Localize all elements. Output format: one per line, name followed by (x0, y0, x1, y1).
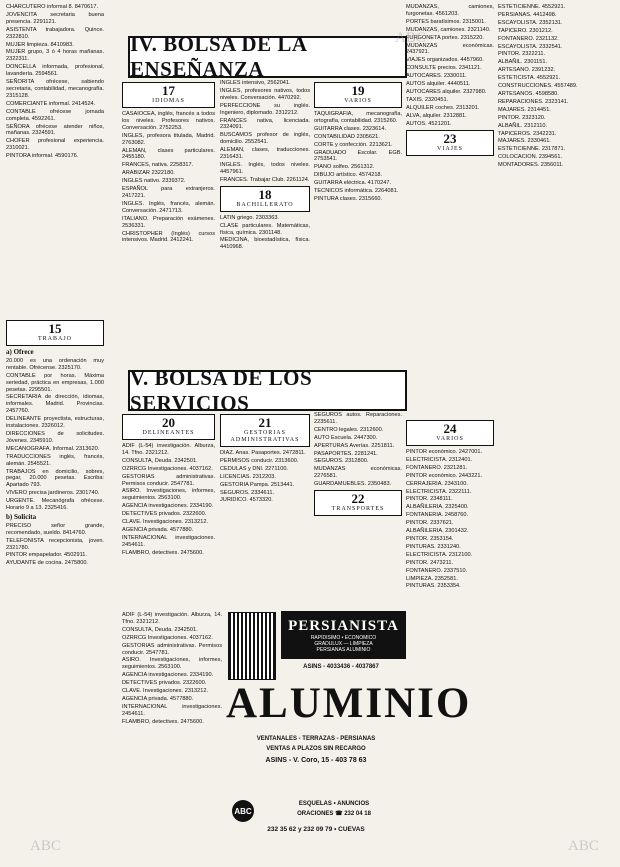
list-column-5-lower (122, 612, 222, 726)
classified-entry: MUDANZAS económicas. 2276581. (314, 466, 402, 480)
classified-entry: PINTOR económico. 2443221. (406, 472, 483, 479)
classified-entry: ARABIZAR 2322180. (122, 170, 175, 177)
section-19 (314, 82, 402, 108)
header-bolsa-servicios (128, 365, 407, 415)
ad-persianista-phone: ASINS - 4033436 - 4037867 (303, 664, 379, 670)
classified-entry: SEÑORITA ofrécese, sabiendo secretaria, contabilidad, mecanografía. 2315128. (6, 79, 104, 99)
classified-entry: TECNICOS informática. 2264081. (314, 188, 399, 195)
header-bolsa-ensenanza-text: IV. BOLSA DE LA ENSEÑANZA (130, 32, 307, 81)
section-17-label: IDIOMAS (152, 98, 185, 104)
classified-entry: GUITARRA clases. 2323614. (314, 125, 387, 132)
persiana-graphic (228, 612, 276, 680)
classified-entry: PINTORA informal. 4590176. (6, 153, 79, 160)
ad-persianista-line2: GRADULUX — LIMPIEZA (314, 640, 373, 647)
classified-entry: TELEFONISTA recepcionista, joven. 2321780. (6, 537, 104, 551)
list-column-1c (6, 523, 104, 567)
classified-entry: ARTESANO. 2391232. (498, 67, 556, 74)
classified-entry: FONTANERIA. 2458760. (406, 512, 469, 519)
classified-entry: OZRRCG Investigaciones. 4037162. (122, 634, 213, 641)
classified-entry: ASIRO. Investigaciones, informes, seguimientos. 2563100. (122, 488, 215, 502)
classified-entry: MUDANZAS económicas. 2437921. (406, 42, 494, 56)
section-24 (406, 420, 494, 446)
classified-entry: PINTURA clases. 2315660. (314, 195, 383, 202)
header-bolsa-ensenanza (128, 32, 407, 81)
classified-entry: MAJARES. 2314451. (498, 106, 551, 113)
classified-entry: TAQUIGRAFIA, mecanografía, ortografía, contabilidad. 2315260. (314, 111, 402, 124)
classified-entry: GESTORIAS administrativas. Permisos conducir. 2547781. (122, 642, 222, 656)
classified-entry: OZRRCG Investigaciones. 4037162. (122, 465, 213, 472)
classified-entry: FLAMBRO, detectives. 2475600. (122, 549, 204, 556)
classified-entry: TAPICERO. 2301212. (498, 27, 553, 34)
ad-aluminio-line3: ASINS - V. Coro, 15 - 403 78 63 (265, 757, 367, 764)
classified-entry: FLAMBRO, detectives. 2475600. (122, 718, 204, 725)
classified-entry: URGENTE. Mecanógrafa ofrécese. Horario 9 a 13. 2325416. (6, 498, 104, 512)
classified-entry: ALBAÑIL. 2301151. (498, 59, 548, 66)
classified-entry: CENTRO legales. 2312600. (314, 426, 384, 433)
classified-entry: PINTOR. 2323120. (498, 114, 546, 121)
section-15-number: 15 (48, 321, 62, 336)
classified-entry: TAPICEROS. 2342231. (498, 130, 557, 137)
section-24-label: VARIOS (436, 436, 464, 442)
section-22-label: TRANSPORTES (331, 506, 385, 513)
classified-entry: CONSULTA, Deuda. 2342501. (122, 626, 198, 633)
classified-entry: FURGONETA portes. 2315220. (406, 34, 484, 41)
classified-entry: AGENCIA investigaciones. 2334190. (122, 672, 214, 679)
classified-entry: ALEMAN, clases, traducciones. 2316431. (220, 147, 310, 161)
classified-entry: SEÑORA ofrécese atender niños, mañanas. 2324591. (6, 123, 104, 137)
classified-entry: DIBUJO artístico. 4574218. (314, 172, 383, 179)
section-20-number: 20 (162, 415, 175, 430)
classified-entry: TAXIS. 2320451. (406, 96, 449, 103)
list-column-2 (122, 111, 215, 244)
classified-entry: ESCAYOLISTA. 2332541. (498, 43, 563, 50)
classified-entry: ESTETICISTA. 4552921. (498, 75, 561, 82)
classified-entry: PRECISO señor grande, recomendado, sueldo. 8414760. (6, 522, 104, 536)
classified-entry: DONCELLA informada, profesional, lavandería. 2594561. (6, 64, 104, 78)
classified-entry: ELECTRICISTA. 2322111. (406, 488, 472, 495)
classified-entry: MONTADORES. 2356011. (498, 162, 564, 169)
classified-entry: ALQUILER coches. 2313201. (406, 104, 480, 111)
classified-entry: ESPAÑOL para extranjeros. 2417221. (122, 186, 215, 199)
classified-entry: CERRAJERIA. 2343100. (406, 480, 468, 487)
classified-entry: PINTOR. 2348111. (406, 496, 453, 503)
subhead-ofrece: a) Ofrece (6, 348, 34, 356)
list-column-1b (6, 358, 104, 512)
classified-entry: AGENCIA privada. 4577880. (122, 695, 194, 702)
classified-entry: VIVERO precisa jardineros. 2301740. (6, 490, 100, 497)
ad-persianista-title: PERSIANISTA (288, 617, 399, 634)
classified-entry: MUJER limpieza. 8410983. (6, 41, 74, 48)
classified-entry: FRANCES. Trabajar Club. 2261124. (220, 176, 310, 183)
classified-entry: ALBAÑIL. 2312110. (498, 122, 548, 129)
classified-entry: AUTOCARES alquiler. 2327980. (406, 88, 487, 95)
classified-entry: DIAZ. Anas. Pasaportes. 2472811. (220, 450, 306, 456)
classified-entry: CORTE y confección. 2213621. (314, 141, 393, 148)
ad-aluminio-line2: VENTAS A PLAZOS SIN RECARGO (266, 746, 366, 752)
classified-entry: SECRETARIA de dirección, idiomas, informales. Madrid. Provincias. 2457760. (6, 394, 104, 415)
classified-entry: AGENCIA investigaciones. 2334190. (122, 503, 214, 510)
classified-entry: MUDANZAS, camiones, furgonetas. 4561203. (406, 4, 494, 17)
classified-entry: JURIDICO. 4573320. (220, 497, 273, 504)
section-21-number: 21 (258, 415, 272, 430)
classified-entry: PERMISOS conducir. 2313600. (220, 457, 299, 464)
classified-entry: MECANOGRAFA. Informal. 2313620. (6, 445, 100, 452)
classified-entry: TRABAJOS en domicilio, sobres, pegar, 20.000 pesetas. Escriba: Apartado 793. (6, 468, 104, 489)
list-column-8 (406, 4, 494, 128)
column-1-trabajo (6, 318, 104, 863)
classified-entry: CONSULTE precios. 2341121. (406, 65, 482, 72)
watermark-2: ABC (30, 838, 61, 854)
classified-entry: PINTOR. 2353154. (406, 535, 454, 542)
classified-entry: LATIN griego. 2303363. (220, 214, 279, 221)
classified-entry: TRADUCCIONES inglés, francés, alemán. 2545521. (6, 453, 104, 467)
section-22 (314, 490, 402, 516)
classified-entry: AUTOCARES. 2330011. (406, 73, 467, 80)
section-21-label: GESTORIAS ADMINISTRATIVAS (230, 430, 300, 443)
classified-entry: INGLES nativo. 2339372. (122, 178, 186, 185)
list-column-6 (220, 450, 310, 504)
classified-entry: VIAJES organizados. 4457960. (406, 57, 484, 64)
column-5 (122, 412, 215, 607)
classified-entry: GUITARRA eléctrica. 4170247. (314, 180, 392, 187)
column-8 (406, 4, 494, 414)
classified-entry: COLOCACION. 2394561. (498, 154, 563, 161)
section-15 (6, 320, 104, 346)
classified-entry: ITALIANO. Preparación exámenes. 2536331. (122, 215, 215, 229)
classified-entry: MUJER grupo, 3 ó 4 horas mañanas. 2322311. (6, 49, 104, 63)
classified-entry: INGLES, profesora titulada, Madrid. 2763082. (122, 132, 215, 146)
classified-entry: ADIF (L-54) investigación. Alburza, 14. Tfno. 2321212. (122, 443, 215, 456)
list-column-1 (6, 4, 104, 160)
classified-entry: CONSULTA, Deuda. 2342501. (122, 457, 198, 464)
section-23-label: VIAJES (436, 145, 463, 152)
classified-entry: GUARDAMUEBLES. 2350483. (314, 481, 392, 488)
classified-entry: CLASE particulares. Matemáticas, física, química. 2301148. (220, 222, 310, 236)
classified-entry: INTERNACIONAL investigaciones. 2454611. (122, 703, 222, 717)
classified-entry: CONTABLE por horas. Máxima seriedad, práctica en empresas, 1.000 pesetas. 2295501. (6, 372, 104, 393)
section-19-number: 19 (351, 83, 365, 98)
classified-entry: CONTABILIDAD 2305621. (314, 133, 380, 140)
classified-entry: LIMPIEZA. 2352581. (406, 575, 458, 582)
classified-entry: INGLES, profesores nativos, todos niveles. Conversación. 4470292. (220, 87, 310, 101)
classified-entry: INGLES. Inglés, francés, alemán. Conversación. 2471713. (122, 200, 215, 214)
classified-entry: GESTORIA Pampa. 2513441. (220, 481, 295, 488)
classified-entry: PINTOR empapelador. 4502911. (6, 552, 87, 559)
section-20 (122, 414, 215, 440)
classified-entry: DETECTIVES privados. 2322600. (122, 680, 207, 687)
classified-entry: DELINEANTE proyectista, estructuras, instalaciones. 2326012. (6, 416, 104, 430)
watermark: ABC (395, 30, 426, 46)
classified-entry: INGLES intensivo, 2562041. (220, 80, 291, 86)
classified-entry: ALEMAN, clases particulares. 2455180. (122, 147, 215, 161)
classified-entry: SEGUROS autos. Reparaciones. 2235611. (314, 412, 402, 425)
section-24-number: 24 (443, 421, 457, 436)
column-4 (314, 80, 402, 370)
ad-esquelas-logo: ABC (232, 800, 254, 822)
column-5-lower (122, 612, 222, 862)
classified-entry: ALBAÑILERIA. 2325400. (406, 504, 469, 511)
ad-persianista (281, 611, 406, 659)
ad-persianista-line1: RAPIDISIMO • ECONOMICO (310, 634, 377, 641)
section-15-label: TRABAJO (37, 336, 72, 342)
classified-entry: FONTANERO. 2321132. (498, 35, 559, 42)
classified-entry: PINTURAS. 2331240. (406, 543, 461, 550)
section-23-number: 23 (443, 130, 457, 146)
classified-entry: AUTOS alquiler. 4440511. (406, 81, 471, 88)
classified-entry: AYUDANTE de cocina. 2475800. (6, 560, 88, 567)
classified-entry: BUSCAMOS profesor de inglés, domicilio. 2552541. (220, 132, 310, 146)
classified-entry: JOVENCITA secretaria buena presencia. 2291121. (6, 11, 104, 25)
classified-entry: PIANO solfeo. 2561312. (314, 164, 375, 171)
ad-esquelas-line1: ESQUELAS • ANUNCIOS (298, 801, 370, 807)
classified-entry: PERSIANAS. 4412498. (498, 11, 557, 18)
subhead-solicita: b) Solicita (6, 512, 37, 521)
classified-entry: COMERCIANTE informal. 2414524. (6, 100, 96, 107)
classified-entry: ESTETICIENNE. 4552921. (498, 4, 566, 10)
watermark-3: ABC (568, 838, 599, 854)
list-column-4 (314, 111, 402, 203)
section-18-number: 18 (258, 186, 272, 202)
section-19-label: VARIOS (344, 98, 372, 104)
classified-entry: SEGUROS. 2312800. (314, 458, 369, 465)
classified-entry: FRANCES nativa, licenciada. 2324091. (220, 117, 310, 131)
classified-entry: ELECTRICISTA. 2312100. (406, 551, 473, 558)
list-column-8b (406, 449, 494, 590)
classified-entry: APERTURAS Averías. 2251811. (314, 442, 395, 449)
classified-entry: FRANCES, nativa. 2258317. (122, 162, 194, 169)
classified-entry: CONTABLE ofrécese jornada completa. 4592261. (6, 108, 104, 122)
classified-entry: AUTOS. 4521201. (406, 120, 452, 127)
classified-entry: FONTANERO. 2337510. (406, 567, 468, 574)
classified-entry: ALVA, alquiler. 2312881. (406, 112, 467, 119)
classified-entry: PINTOR. 2473211. (406, 559, 454, 566)
column-6 (220, 412, 310, 607)
section-22-number: 22 (351, 491, 365, 507)
classified-entry: CASAIOCEA, inglés, francés a todos los niveles. Profesores nativos. Conversación. 2752253. (122, 111, 215, 131)
ad-persianista-line3: PERSIANAS ALUMINIO (316, 646, 371, 653)
section-17-number: 17 (162, 83, 175, 98)
classified-entry: MAJARES. 2330461. (498, 138, 551, 145)
list-column-7 (314, 412, 402, 488)
classified-entry: INTERNACIONAL investigaciones. 2454611. (122, 534, 215, 548)
column-7 (314, 412, 402, 607)
classified-entry: CLAVE. Investigaciones. 2313212. (122, 519, 209, 526)
classified-entry: GESTORIAS administrativas. Permisos conducir. 2547781. (122, 473, 215, 487)
classified-entry: CHOFER profesional experiencia. 2310021. (6, 138, 104, 152)
classified-entry: PINTURAS. 2353354. (406, 583, 461, 590)
classified-entry: DETECTIVES privados. 2322600. (122, 511, 207, 518)
list-column-9 (498, 4, 614, 169)
classified-entry: INGLES. Inglés, todos niveles. 4457961. (220, 161, 310, 175)
classified-entry: AGENCIA privada. 4577880. (122, 526, 194, 533)
classified-entry: MEDICINA, bioestadística, física. 4410968. (220, 237, 310, 251)
classified-entry: LICENCIAS. 2312203. (220, 473, 276, 480)
classified-entry: GRADUADO Escolar. EGB. 2753541. (314, 149, 402, 163)
list-column-3b (220, 215, 310, 252)
classified-entry: REPARACIONES. 2323141. (498, 98, 569, 105)
classified-entry: ASIRO. Investigaciones, informes, seguimientos. 2563100. (122, 657, 222, 671)
classified-entry: ESTETICIENNE. 2317871. (498, 146, 566, 153)
classified-entry: ARTESANOS. 4598580. (498, 90, 559, 97)
classified-entry: ALBAÑILERIA. 2301432. (406, 528, 469, 535)
ad-aluminio-line1: VENTANALES - TERRAZAS - PERSIANAS (256, 736, 376, 742)
classified-entry: DIRECCIONES de solicitudes. Jóvenes. 2345910. (6, 430, 104, 444)
section-21 (220, 414, 310, 447)
classified-entry: ELECTRICISTA. 2312401. (406, 456, 473, 463)
header-bolsa-servicios-text: V. BOLSA DE LOS SERVICIOS (130, 365, 313, 415)
column-3 (220, 80, 310, 370)
section-20-label: DELINEANTES (142, 430, 195, 436)
classified-entry: CHRISTOPHER (Inglés) cursos intensivos. Madrid. 2412241. (122, 230, 215, 244)
section-17 (122, 82, 215, 108)
list-column-3 (220, 80, 310, 184)
ad-esquelas-line2: ORACIONES ☎ 232 04 18 (297, 811, 371, 817)
classified-entry: PINTOR. 2322211. (498, 51, 546, 58)
classified-entry: ESCAYOLISTA. 2352131. (498, 19, 563, 26)
classified-entry: ASISTENTA trabajadora. Quince. 2322810. (6, 26, 104, 40)
ad-aluminio-title: ALUMINIO (226, 680, 472, 727)
classified-entry: FONTANERO. 2321281. (406, 464, 468, 471)
classified-entry: PINTOR. 2337621. (406, 520, 454, 527)
classified-entry: SEGUROS. 2334611. (220, 489, 274, 496)
classified-entry: CONSTRUCCIONES. 4557489. (498, 83, 578, 90)
column-2 (122, 80, 215, 370)
list-column-5 (122, 443, 215, 557)
classified-entry: ADIF (L-54) investigación. Alburza, 14. Tfno. 2321212. (122, 612, 222, 625)
classified-entry: PORTES baratísimos. 2315001. (406, 18, 486, 25)
column-1 (6, 4, 104, 317)
column-9 (498, 4, 614, 863)
classified-entry: PINTOR económico. 2427001. (406, 449, 483, 455)
section-18 (220, 186, 310, 212)
classified-entry: CLAVE. Investigaciones. 2313212. (122, 688, 209, 695)
column-8-lower (406, 418, 494, 863)
classified-entry: CHARCUTERO informal 8. 8470617. (6, 4, 99, 10)
section-18-label: BACHILLERATO (236, 201, 294, 208)
classified-entry: PASAPORTES. 2281241. (314, 450, 378, 457)
section-23 (406, 130, 494, 156)
classified-entry: CEDULAS y DNI. 2271100. (220, 465, 288, 472)
classified-entry: PERFECCIONE su inglés. Ingeniero, diplomado. 2312212. (220, 102, 310, 116)
classified-entry: MUDANZAS, camiones. 2321140. (406, 26, 491, 33)
classified-entry: AUTO Escuela. 2447300. (314, 434, 378, 441)
classified-entry: 20.000 es una ordenación muy rentable. Ofrécense. 2325170. (6, 357, 104, 371)
ad-esquelas-line3: 232 35 62 y 232 09 79 • CUEVAS (267, 826, 365, 833)
